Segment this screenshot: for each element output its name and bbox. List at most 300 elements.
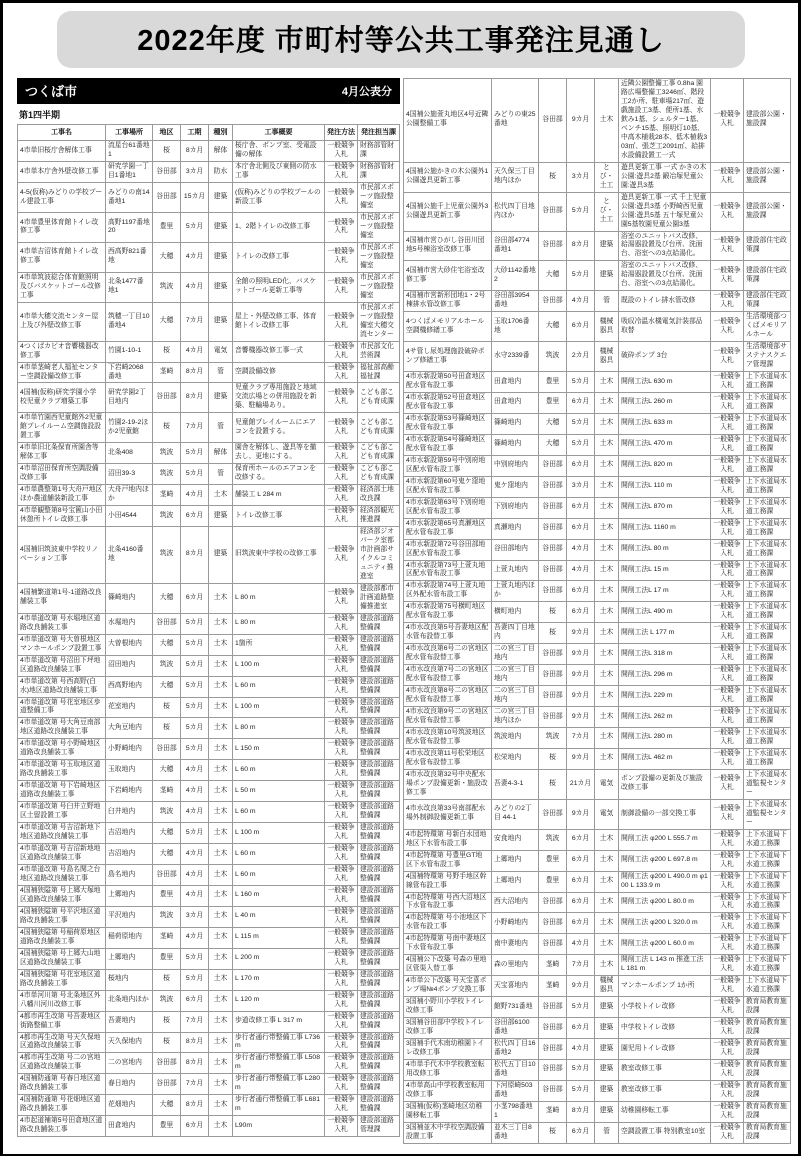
cell-period: 5カ月 — [567, 261, 595, 291]
cell-location: 真瀬地内 — [492, 518, 539, 539]
cell-bid-method: 一般競争入札 — [325, 383, 358, 413]
table-row — [404, 539, 791, 560]
cell-department: 建設部住宅政策課 — [744, 261, 791, 291]
table-row — [18, 927, 400, 948]
table-row — [404, 162, 791, 192]
cell-period: 5カ月 — [181, 718, 209, 739]
table-row — [404, 623, 791, 644]
table-row — [18, 413, 400, 443]
cell-type: 建築 — [595, 1060, 619, 1081]
table-row — [404, 892, 791, 913]
cell-department: こども部こども育成課 — [358, 383, 400, 413]
cell-department: 建設部公園・施設課 — [744, 162, 791, 192]
cell-project-name: 4市単道改第 号水堀地区道路改良舗装工事 — [18, 613, 106, 634]
cell-type: 土木 — [595, 560, 619, 581]
cell-district: 大穂 — [539, 261, 567, 291]
cell-district: 桜 — [153, 697, 181, 718]
table-row — [404, 665, 791, 686]
cell-project-name: 4国補旧筑波東中学校リノベーション工事 — [18, 527, 106, 584]
cell-location: 大砂1142番地2 — [492, 261, 539, 291]
cell-district: 桜 — [153, 341, 181, 362]
cell-department: 建設部道路整備課 — [358, 969, 400, 990]
cell-bid-method: 一般競争入札 — [711, 434, 744, 455]
table-row — [404, 871, 791, 892]
cell-summary: L 80 m — [233, 613, 325, 634]
cell-period: 9カ月 — [567, 748, 595, 769]
table-row — [404, 829, 791, 850]
cell-bid-method: 一般競争入札 — [325, 906, 358, 927]
cell-bid-method: 一般競争入札 — [711, 665, 744, 686]
city-name: つくば市 — [25, 84, 78, 99]
cell-summary: 開削工法L 262 m — [619, 707, 711, 728]
cell-location: 天宝喜地内 — [492, 976, 539, 997]
cell-bid-method: 一般競争入札 — [711, 769, 744, 799]
cell-bid-method: 一般競争入札 — [711, 231, 744, 261]
table-row — [404, 644, 791, 665]
cell-project-name: 4市単道改第 号吉沼新地地区道路改良舗装工事 — [18, 844, 106, 865]
cell-location: 吾妻四丁目地内 — [492, 623, 539, 644]
cell-bid-method: 一般競争入札 — [711, 1039, 744, 1060]
table-row — [18, 760, 400, 781]
cell-department: 市民部スポーツ施設整備室 — [358, 242, 400, 272]
cell-department: 建設部道路整備課 — [358, 760, 400, 781]
cell-district: 谷田部 — [153, 613, 181, 634]
cell-location: 平沢地内 — [106, 906, 153, 927]
table-row — [18, 1011, 400, 1032]
cell-period: 15カ月 — [181, 183, 209, 213]
cell-summary: 開削工法L 260 m — [619, 393, 711, 414]
cell-period: 6カ月 — [567, 602, 595, 623]
cell-period: 5カ月 — [181, 969, 209, 990]
cell-project-name: 4つくばメモリアルホール空調機修繕工事 — [404, 312, 492, 342]
cell-type: 土木 — [595, 728, 619, 749]
cell-district: 大穂 — [153, 823, 181, 844]
cell-district: 豊里 — [153, 885, 181, 906]
cell-bid-method: 一般競争入札 — [711, 1018, 744, 1039]
cell-bid-method: 一般競争入札 — [711, 192, 744, 231]
table-row — [404, 413, 791, 434]
cell-location: 花畑地内 — [106, 1095, 153, 1116]
cell-summary: 遊具更新工事 一式 かきの木公園:遊具2基 鍛冶塚児童公園:遊具3基 — [619, 162, 711, 192]
cell-type: 土木 — [595, 372, 619, 393]
cell-department: 建設部道路整備課 — [358, 1011, 400, 1032]
cell-bid-method: 一般競争入札 — [711, 162, 744, 192]
cell-type: 土木 — [595, 686, 619, 707]
cell-project-name: 4市単本庁舎外壁改修工事 — [18, 162, 106, 183]
cell-period: 4カ月 — [567, 539, 595, 560]
table-row — [404, 581, 791, 602]
cell-project-name: 4国補市営新形団地1・2号棟排水管改修工事 — [404, 291, 492, 312]
cell-type: 土木 — [209, 865, 233, 886]
cell-bid-method: 一般競争入札 — [325, 739, 358, 760]
cell-type: 土木 — [209, 485, 233, 506]
cell-summary: 開削工法L 630 m — [619, 372, 711, 393]
cell-district: 谷田部 — [539, 1018, 567, 1039]
cell-district: 谷田部 — [539, 644, 567, 665]
cell-bid-method: 一般競争入札 — [711, 372, 744, 393]
cell-location: 小野崎地内 — [492, 913, 539, 934]
cell-location: 小田4544 — [106, 506, 153, 527]
cell-bid-method: 一般競争入札 — [325, 485, 358, 506]
cell-summary: 開削工法 L 143 m 推進工法 L 181 m — [619, 955, 711, 976]
cell-summary: 開削工法 L 177 m — [619, 623, 711, 644]
cell-summary: 歩行者通行帯整備工事 L280m — [233, 1074, 325, 1095]
cell-project-name: 4市単道改第 号沼田下坪地区道路改良舗装工事 — [18, 655, 106, 676]
column-header: 工事名 — [18, 125, 106, 141]
cell-location: 北条4160番地 — [106, 527, 153, 584]
cell-period: 5カ月 — [181, 676, 209, 697]
cell-period: 8カ月 — [567, 231, 595, 261]
cell-summary: トイレの改修工事 — [233, 242, 325, 272]
cell-bid-method: 一般競争入札 — [325, 948, 358, 969]
cell-district: 谷田部 — [539, 707, 567, 728]
column-header: 発注担当課 — [358, 125, 400, 141]
cell-summary: L 100 m — [233, 655, 325, 676]
cell-location: 上萱丸地内 — [492, 560, 539, 581]
works-table-left — [17, 124, 400, 1137]
cell-type: 土木 — [209, 718, 233, 739]
cell-department: 教育局教育施設課 — [744, 1039, 791, 1060]
cell-project-name: 4市単道改第 号吉沼新地下地区道路改良舗装工事 — [18, 823, 106, 844]
cell-district: 茎崎 — [539, 1101, 567, 1122]
cell-department: 建設部道路整備課 — [358, 1095, 400, 1116]
cell-project-name: 4国補公施かきの木公園外1公園遊具更新工事 — [404, 162, 492, 192]
cell-type: 建築 — [209, 383, 233, 413]
cell-location: 下岩崎地内 — [106, 781, 153, 802]
cell-type: 土木 — [595, 434, 619, 455]
cell-summary: L 100 m — [233, 697, 325, 718]
cell-location: 二の宮三丁目地内 — [492, 644, 539, 665]
cell-department: 建設部道路整備課 — [358, 990, 400, 1011]
cell-period: 6カ月 — [181, 1116, 209, 1137]
cell-project-name: 4市単道改第 号大曽根地区マンホールポンプ設置工事 — [18, 634, 106, 655]
table-row — [404, 934, 791, 955]
cell-summary: 開削工法L 490 m — [619, 602, 711, 623]
cell-location: 北条地内ほか — [106, 990, 153, 1011]
cell-project-name: 4市水改良第33号南部配水場外制御設備更新工事 — [404, 799, 492, 829]
cell-period: 4カ月 — [181, 760, 209, 781]
cell-project-name: 4国補防通第 号花畑地区道路改良舗装工事 — [18, 1095, 106, 1116]
table-row — [18, 362, 400, 383]
cell-department: 建設部道路整備課 — [358, 634, 400, 655]
cell-project-name: 4国補特環第 号野手地区幹線管布設工事 — [404, 871, 492, 892]
cell-type: 土木 — [595, 581, 619, 602]
cell-project-name: 4市単道改第 号島名関之台地区道路改良舗装工事 — [18, 865, 106, 886]
cell-project-name: 4国補狭隘第 号稲荷原地区道路改良舗装工事 — [18, 927, 106, 948]
cell-summary: 開削工法 φ200 L 555.7 m — [619, 829, 711, 850]
cell-location: 館野731番地 — [492, 997, 539, 1018]
cell-project-name: 4市単手代木中学校教室転用改修工事 — [404, 1060, 492, 1081]
cell-period: 3カ月 — [181, 162, 209, 183]
cell-summary: 吸収冷温水機電気計装部品取替 — [619, 312, 711, 342]
table-row — [404, 1039, 791, 1060]
cell-location: 玉取地内 — [106, 760, 153, 781]
cell-period: 5カ月 — [181, 948, 209, 969]
cell-summary: 空調設置工事 特別教室10室 — [619, 1122, 711, 1143]
cell-bid-method: 一般競争入札 — [325, 183, 358, 213]
cell-project-name: 4市水改良第32号中央配水場ポンプ設備更新・施設改修工事 — [404, 769, 492, 799]
cell-project-name: 4市起特環第 号新白水団地地区下水管布設工事 — [404, 829, 492, 850]
cell-period: 7カ月 — [181, 413, 209, 443]
cell-location: 横町地内 — [492, 602, 539, 623]
cell-project-name: 4国補公下改築 号森の里地区管渠入替工事 — [404, 955, 492, 976]
cell-period: 4カ月 — [181, 781, 209, 802]
cell-project-name: 4市水新設第50号田倉地区配水管布設工事 — [404, 372, 492, 393]
cell-type: 建築 — [595, 231, 619, 261]
cell-project-name: 4市水改良第11号松栄地区配水管布設替工事 — [404, 748, 492, 769]
cell-project-name: 4-5(仮称)みどりの学校プール建設工事 — [18, 183, 106, 213]
cell-summary: 1箇所 — [233, 634, 325, 655]
cell-period: 6カ月 — [567, 497, 595, 518]
cell-bid-method: 一般競争入札 — [325, 506, 358, 527]
cell-project-name: 4市単旧北条保育所園舎等解体工事 — [18, 443, 106, 464]
cell-summary: L 80 m — [233, 718, 325, 739]
cell-location: 下河原崎503番地 — [492, 1080, 539, 1101]
cell-summary: 開削工法L 110 m — [619, 476, 711, 497]
cell-type: 土木 — [595, 955, 619, 976]
cell-district: 筑波 — [153, 655, 181, 676]
cell-period: 5カ月 — [181, 823, 209, 844]
cell-location: 玉取1706番地 — [492, 312, 539, 342]
cell-district: 大穂 — [539, 434, 567, 455]
cell-period: 8カ月 — [181, 1032, 209, 1053]
cell-project-name: 3国補手代木南幼稚園トイレ改修工事 — [404, 1039, 492, 1060]
cell-department: 上下水道局水道監視センター — [744, 769, 791, 799]
cell-location: 花室地内 — [106, 697, 153, 718]
table-row — [404, 728, 791, 749]
table-row — [18, 527, 400, 584]
cell-period: 9カ月 — [567, 686, 595, 707]
cell-summary: 幼稚園移転工事 — [619, 1101, 711, 1122]
cell-department: 生活環境部つくばメモリアルホール — [744, 312, 791, 342]
cell-bid-method: 一般競争入札 — [711, 829, 744, 850]
table-row — [18, 383, 400, 413]
cell-period: 7カ月 — [567, 728, 595, 749]
cell-summary: 小学校トイレ改修 — [619, 997, 711, 1018]
cell-summary: L 160 m — [233, 885, 325, 906]
cell-district: 筑波 — [153, 464, 181, 485]
cell-district: 谷田部 — [153, 865, 181, 886]
cell-period: 2カ月 — [567, 342, 595, 372]
cell-district: 谷田部 — [539, 539, 567, 560]
cell-department: 経済部土地改良課 — [358, 485, 400, 506]
cell-department: 上下水道局水道工務課 — [744, 413, 791, 434]
cell-location: みどりの2丁目 44-1 — [492, 799, 539, 829]
cell-type: 土木 — [595, 602, 619, 623]
table-row — [404, 372, 791, 393]
cell-department: 建設部道路整備課 — [358, 906, 400, 927]
cell-period: 5カ月 — [567, 372, 595, 393]
cell-district: 豊里 — [539, 871, 567, 892]
cell-district: 大穂 — [153, 676, 181, 697]
cell-period: 9カ月 — [567, 665, 595, 686]
cell-summary: 歩行者通行帯整備工事 L736m — [233, 1032, 325, 1053]
cell-department: 上下水道局下水道工務課 — [744, 976, 791, 997]
cell-bid-method: 一般競争入札 — [325, 697, 358, 718]
cell-district: 桜 — [153, 1011, 181, 1032]
cell-summary: 開削工法L 462 m — [619, 748, 711, 769]
cell-district: 谷田部 — [539, 934, 567, 955]
cell-bid-method: 一般競争入札 — [325, 844, 358, 865]
cell-district: 大穂 — [153, 844, 181, 865]
cell-project-name: 4市単道改第 号花室地区歩道整備工事 — [18, 697, 106, 718]
cell-project-name: 4市水新設第53号篠崎地区配水管布設工事 — [404, 413, 492, 434]
cell-type: 建築 — [209, 506, 233, 527]
cell-district: 大穂 — [153, 302, 181, 341]
cell-type: 土木 — [595, 707, 619, 728]
cell-department: 上下水道局水道工務課 — [744, 393, 791, 414]
cell-location: 下岩崎2068番地 — [106, 362, 153, 383]
table-row — [404, 79, 791, 163]
cell-period: 8カ月 — [181, 362, 209, 383]
cell-bid-method: 一般競争入札 — [325, 141, 358, 162]
cell-location: 田倉地内 — [492, 393, 539, 414]
cell-project-name: 4国補(仮称)研究学園小学校児童クラブ増築工事 — [18, 383, 106, 413]
cell-district: 谷田部 — [539, 291, 567, 312]
cell-district: 谷田部 — [539, 497, 567, 518]
cell-department: 建設部公園・施設課 — [744, 79, 791, 163]
cell-district: 茎崎 — [539, 976, 567, 997]
cell-department: 上下水道局水道工務課 — [744, 728, 791, 749]
cell-bid-method: 一般競争入札 — [325, 1095, 358, 1116]
cell-bid-method: 一般競争入札 — [325, 583, 358, 613]
cell-department: 上下水道局下水道工務課 — [744, 955, 791, 976]
cell-department: 上下水道局下水道工務課 — [744, 892, 791, 913]
cell-period: 6カ月 — [567, 913, 595, 934]
cell-summary: 既設のトイレ排水管改修 — [619, 291, 711, 312]
cell-summary: 開削工法 φ200 L 80.0 m — [619, 892, 711, 913]
cell-type: 建築 — [209, 527, 233, 584]
cell-project-name: 4市単道改第 号西高野(白水)地区道路改良舗装工事 — [18, 676, 106, 697]
cell-department: 上下水道局水道工務課 — [744, 748, 791, 769]
cell-district: 豊里 — [539, 850, 567, 871]
cell-bid-method: 一般競争入札 — [711, 997, 744, 1018]
cell-type: 土木 — [595, 497, 619, 518]
cell-type: 建築 — [209, 242, 233, 272]
cell-summary: L 50 m — [233, 781, 325, 802]
cell-summary: 桜庁舎、ポンプ室、受電設備の解体 — [233, 141, 325, 162]
table-row — [18, 676, 400, 697]
page-title: 2022年度 市町村等公共工事発注見通し — [57, 11, 745, 68]
table-row — [404, 434, 791, 455]
cell-type: 建築 — [595, 997, 619, 1018]
cell-location: 上郷地内 — [106, 948, 153, 969]
cell-location: 水守2339番 — [492, 342, 539, 372]
cell-bid-method: 一般競争入札 — [711, 871, 744, 892]
table-row — [18, 583, 400, 613]
cell-period: 4カ月 — [567, 934, 595, 955]
cell-type: 土木 — [209, 844, 233, 865]
cell-period: 5カ月 — [181, 739, 209, 760]
cell-district: 筑波 — [153, 906, 181, 927]
cell-period: 6カ月 — [567, 892, 595, 913]
cell-period: 9カ月 — [567, 799, 595, 829]
cell-project-name: 4市単河川第 号北条地区外八幡川河川改修工事 — [18, 990, 106, 1011]
cell-bid-method: 一般競争入札 — [325, 362, 358, 383]
table-row — [18, 634, 400, 655]
cell-department: 建設部道路整備課 — [358, 697, 400, 718]
cell-type: 土木 — [595, 476, 619, 497]
cell-department: 教育局教育施設課 — [744, 997, 791, 1018]
cell-department: 教育局教育施設課 — [744, 1101, 791, 1122]
cell-type: 土木 — [209, 676, 233, 697]
cell-district: 桜 — [153, 969, 181, 990]
cell-district: 桜 — [153, 718, 181, 739]
table-row — [404, 312, 791, 342]
cell-summary: L 60 m — [233, 676, 325, 697]
cell-department: 上下水道局水道工務課 — [744, 602, 791, 623]
cell-location: 田倉地内 — [492, 372, 539, 393]
cell-district: 豊里 — [539, 393, 567, 414]
cell-project-name: 4市水新設第52号田倉地区配水管布設工事 — [404, 393, 492, 414]
table-row — [18, 1032, 400, 1053]
cell-type: 建築 — [595, 1101, 619, 1122]
cell-bid-method: 一般競争入札 — [711, 261, 744, 291]
cell-department: 建設部道路整備課 — [358, 613, 400, 634]
cell-project-name: 4市水新設第74号上萱丸地区外配水管布設工事 — [404, 581, 492, 602]
cell-summary: L 100 m — [233, 823, 325, 844]
cell-district: 谷田部 — [539, 79, 567, 163]
cell-project-name: 3国補小野川小学校トイレ改修工事 — [404, 997, 492, 1018]
cell-department: 教育局教育施設課 — [744, 1018, 791, 1039]
cell-department: 上下水道局水道工務課 — [744, 665, 791, 686]
cell-district: 谷田部 — [153, 383, 181, 413]
cell-district: 桜 — [153, 141, 181, 162]
cell-project-name: 4市水改良第10号筑波地区配水管布設替工事 — [404, 728, 492, 749]
cell-location: 筑波地内 — [492, 728, 539, 749]
cell-type: 機械器具 — [595, 342, 619, 372]
cell-summary: 浴室のユニットバス改修、給湯器設置及び台所、洗面台、浴室への3点給湯化。 — [619, 261, 711, 291]
cell-location: 二の宮三丁目地内 — [492, 665, 539, 686]
cell-summary: L 60 m — [233, 865, 325, 886]
cell-type: 土木 — [595, 79, 619, 163]
cell-summary: L 60 m — [233, 760, 325, 781]
cell-period: 4カ月 — [181, 485, 209, 506]
cell-period: 8カ月 — [181, 383, 209, 413]
table-row — [18, 885, 400, 906]
cell-period: 6カ月 — [567, 393, 595, 414]
cell-type: 防水 — [209, 162, 233, 183]
cell-type: 電気 — [595, 769, 619, 799]
cell-type: 土木 — [209, 697, 233, 718]
cell-district: 谷田部 — [539, 1060, 567, 1081]
cell-department: 上下水道局水道監視センター — [744, 799, 791, 829]
cell-bid-method: 一般競争入札 — [711, 342, 744, 372]
cell-period: 5カ月 — [181, 634, 209, 655]
cell-summary: 開削工法L 80 m — [619, 539, 711, 560]
cell-type: 土木 — [209, 1074, 233, 1095]
cell-project-name: 4市単農整第1号大舟戸地区ほか農道舗装新設工事 — [18, 485, 106, 506]
cell-department: 建設部道路管理課 — [358, 1116, 400, 1137]
cell-period: 4カ月 — [181, 865, 209, 886]
cell-summary: 開削工法L 15 m — [619, 560, 711, 581]
cell-bid-method: 一般競争入札 — [711, 623, 744, 644]
cell-location: 大曽根地内 — [106, 634, 153, 655]
cell-bid-method: 一般競争入札 — [325, 527, 358, 584]
cell-department: こども部こども育成課 — [358, 413, 400, 443]
cell-period: 4カ月 — [181, 844, 209, 865]
cell-district: 筑波 — [153, 802, 181, 823]
cell-summary: L 115 m — [233, 927, 325, 948]
cell-summary: L 150 m — [233, 739, 325, 760]
cell-department: 上下水道局水道工務課 — [744, 707, 791, 728]
cell-type: 管 — [209, 464, 233, 485]
cell-period: 5カ月 — [181, 443, 209, 464]
cell-location: 中別府地内 — [492, 455, 539, 476]
cell-bid-method: 一般競争入札 — [325, 865, 358, 886]
cell-type: 建築 — [209, 302, 233, 341]
cell-type: 建築 — [595, 1039, 619, 1060]
